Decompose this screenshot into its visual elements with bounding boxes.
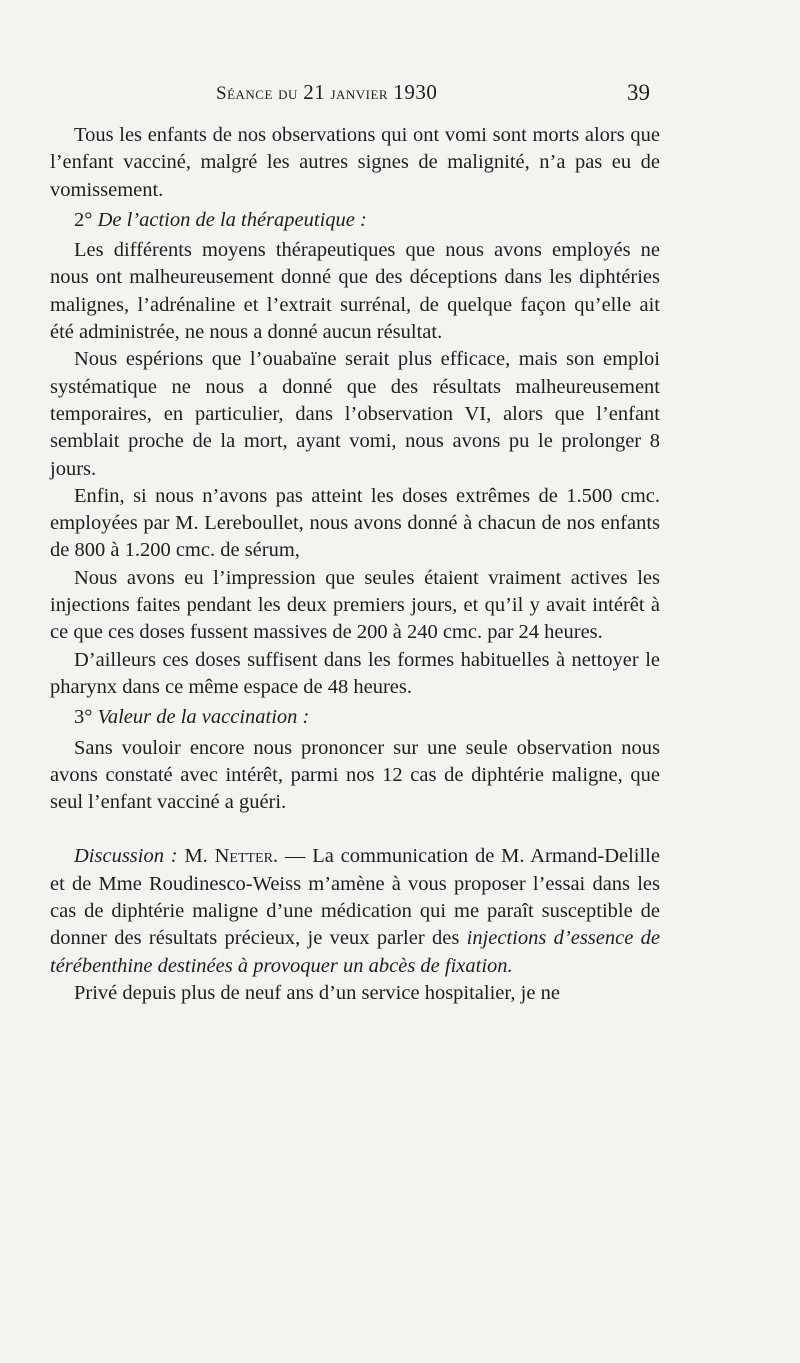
speaker-initial: M.	[177, 845, 215, 868]
page-number: 39	[627, 80, 650, 105]
page-header	[0, 80, 800, 114]
discussion-emphasis: injections d’essence de térébenthine destinées à provoquer un abcès de fixation.	[50, 927, 661, 977]
section-heading-vaccination	[50, 704, 660, 731]
running-title-day: 21	[303, 80, 326, 104]
section-number: 2°	[74, 208, 98, 231]
paragraph-serum-doses: Enfin, si nous n’avons pas atteint les doses extrêmes de 1.500 cmc. employées par M. Lereboullet, nous avons donné à chacun de nos enfants de 800 à 1.200 cmc. de sérum,	[50, 484, 660, 562]
paragraph-pharynx: D’ailleurs ces doses suffisent dans les formes habituelles à nettoyer le pharynx dans ce même espace de 48 heures.	[50, 648, 660, 698]
running-title-prefix: Séance du	[216, 83, 304, 104]
section-title: De l’action de la thérapeutique :	[97, 208, 367, 231]
body-text	[50, 122, 660, 1007]
discussion-text: . — La communication de M. Armand-Delille et de Mme Roudinesco-Weiss m’amène à vous proposer l’essai dans les cas de diphtérie maligne d’une médication qui me paraît susceptible de donner des résultats précieux, je veux parler des	[50, 845, 660, 950]
section-number: 3°	[74, 706, 98, 729]
section-title: Valeur de la vaccination :	[97, 706, 310, 729]
running-title-month: janvier	[325, 83, 394, 104]
paragraph-discussion	[50, 843, 660, 979]
paragraph-vaccination: Sans vouloir encore nous prononcer sur une seule observation nous avons constaté avec intérêt, parmi nos 12 cas de diphtérie maligne, que seul l’enfant vacciné a guéri.	[50, 736, 660, 814]
paragraph-closing: Privé depuis plus de neuf ans d’un service hospitalier, je ne	[74, 981, 560, 1004]
running-title	[216, 80, 437, 105]
paragraph-therapeutic-means: Les différents moyens thérapeutiques que nous avons employés ne nous ont malheureusement donné que des déceptions dans les diphtéries malignes, l’adrénaline et l’extrait surrénal, de quelque façon qu’elle ait été administrée, ne nous a donné aucun résultat.	[50, 239, 660, 344]
paragraph-vomiting: Tous les enfants de nos observations qui ont vomi sont morts alors que l’enfant vacciné, malgré les autres signes de malignité, n’a pas eu de vomissement.	[50, 124, 660, 201]
paragraph-injections: Nous avons eu l’impression que seules étaient vraiment actives les injections faites pendant les deux premiers jours, et qu’il y avait intérêt à ce que ces doses fussent massives de 200 à 240 cmc. par 24 heures.	[50, 566, 660, 644]
running-title-year: 1930	[393, 80, 438, 104]
discussion-label: Discussion :	[74, 845, 178, 868]
speaker-name: Netter	[214, 845, 273, 868]
section-heading-therapeutics	[50, 207, 660, 234]
paragraph-ouabaine: Nous espérions que l’ouabaïne serait plus efficace, mais son emploi systématique ne nous a donné que des résultats malheureusement temporaires, en particulier, dans l’observation VI, alors que l’enfant semblait proche de la mort, ayant vomi, nous avons pu le prolonger 8 jours.	[50, 348, 660, 480]
